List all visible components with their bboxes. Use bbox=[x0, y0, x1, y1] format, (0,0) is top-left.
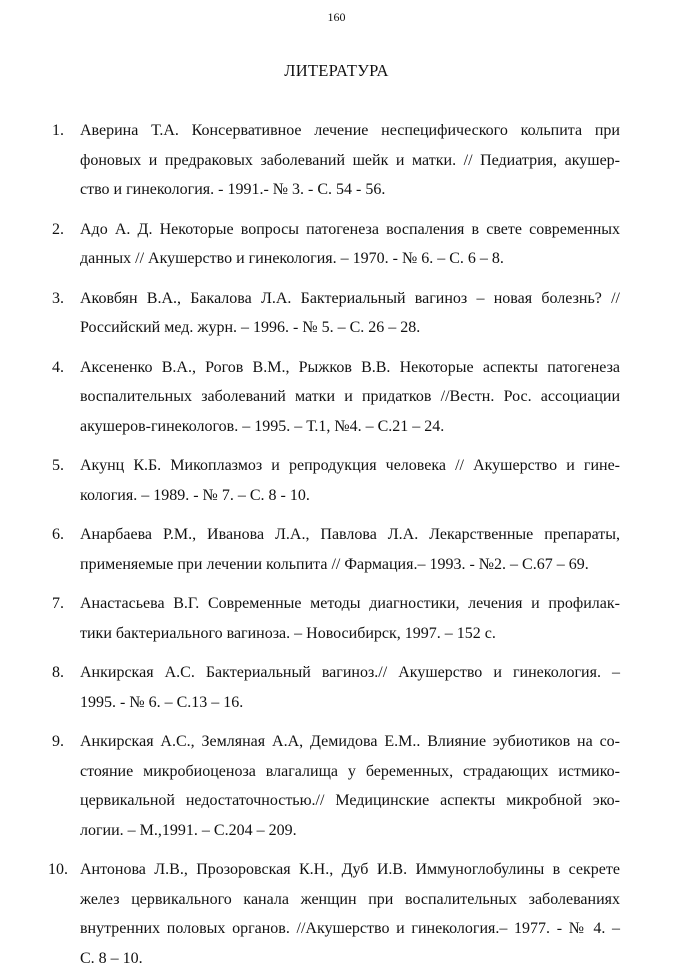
reference-item bbox=[0, 855, 673, 973]
reference-number: 1. bbox=[52, 116, 64, 146]
reference-item bbox=[0, 451, 673, 510]
reference-line: Анарбаева Р.М., Иванова Л.А., Павлова Л.А. Лекарственные препараты, bbox=[80, 520, 620, 550]
reference-number: 2. bbox=[52, 215, 64, 245]
reference-line: Анкирская А.С., Земляная А.А, Демидова Е.М.. Влияние эубиотиков на со- bbox=[80, 727, 620, 757]
reference-item bbox=[0, 589, 673, 648]
reference-line: Аверина Т.А. Консервативное лечение неспецифического кольпита при bbox=[80, 116, 620, 146]
reference-line: Анастасьева В.Г. Современные методы диагностики, лечения и профилак- bbox=[80, 589, 620, 619]
reference-item bbox=[0, 727, 673, 845]
reference-line: тики бактериального вагиноза. – Новосибирск, 1997. – 152 с. bbox=[80, 619, 620, 649]
reference-line: данных // Акушерство и гинекология. – 1970. - № 6. – С. 6 – 8. bbox=[80, 244, 620, 274]
reference-line: Российский мед. журн. – 1996. - № 5. – С. 26 – 28. bbox=[80, 313, 620, 343]
reference-item bbox=[0, 284, 673, 343]
reference-line: Анкирская А.С. Бактериальный вагиноз.// Акушерство и гинекология. – bbox=[80, 658, 620, 688]
reference-line: Акунц К.Б. Микоплазмоз и репродукция человека // Акушерство и гине- bbox=[80, 451, 620, 481]
reference-line: воспалительных заболеваний матки и придатков //Вестн. Рос. ассоциации bbox=[80, 382, 620, 412]
reference-number: 10. bbox=[48, 855, 68, 885]
reference-line: ство и гинекология. - 1991.- № 3. - С. 54 - 56. bbox=[80, 175, 620, 205]
reference-line: Аковбян В.А., Бакалова Л.А. Бактериальный вагиноз – новая болезнь? // bbox=[80, 284, 620, 314]
reference-line: 1995. - № 6. – С.13 – 16. bbox=[80, 688, 620, 718]
reference-number: 9. bbox=[52, 727, 64, 757]
reference-item bbox=[0, 520, 673, 579]
reference-line: логии. – М.,1991. – С.204 – 209. bbox=[80, 816, 620, 846]
reference-number: 8. bbox=[52, 658, 64, 688]
reference-number: 3. bbox=[52, 284, 64, 314]
reference-line: Антонова Л.В., Прозоровская К.Н., Дуб И.В. Иммуноглобулины в секрете bbox=[80, 855, 620, 885]
reference-line: Аксененко В.А., Рогов В.М., Рыжков В.В. Некоторые аспекты патогенеза bbox=[80, 353, 620, 383]
reference-number: 7. bbox=[52, 589, 64, 619]
page-number: 160 bbox=[0, 10, 673, 25]
reference-number: 4. bbox=[52, 353, 64, 383]
reference-item bbox=[0, 215, 673, 274]
reference-line: фоновых и предраковых заболеваний шейк и матки. // Педиатрия, акушер- bbox=[80, 146, 620, 176]
reference-line: внутренних половых органов. //Акушерство и гинекология.– 1977. - № 4. – bbox=[80, 914, 620, 944]
reference-line: кология. – 1989. - № 7. – С. 8 - 10. bbox=[80, 481, 620, 511]
reference-item bbox=[0, 116, 673, 205]
reference-line: акушеров-гинекологов. – 1995. – Т.1, №4. – С.21 – 24. bbox=[80, 412, 620, 442]
reference-line: Адо А. Д. Некоторые вопросы патогенеза воспаления в свете современных bbox=[80, 215, 620, 245]
reference-line: желез цервикального канала женщин при воспалительных заболеваниях bbox=[80, 885, 620, 915]
page-title: ЛИТЕРАТУРА bbox=[0, 61, 673, 81]
reference-line: цервикальной недостаточностью.// Медицинские аспекты микробной эко- bbox=[80, 786, 620, 816]
reference-number: 6. bbox=[52, 520, 64, 550]
reference-line: С. 8 – 10. bbox=[80, 944, 620, 973]
reference-number: 5. bbox=[52, 451, 64, 481]
reference-item bbox=[0, 353, 673, 442]
reference-line: применяемые при лечении кольпита // Фармация.– 1993. - №2. – С.67 – 69. bbox=[80, 550, 620, 580]
reference-list bbox=[0, 116, 673, 973]
reference-item bbox=[0, 658, 673, 717]
reference-line: стояние микробиоценоза влагалища у беременных, страдающих истмико- bbox=[80, 757, 620, 787]
